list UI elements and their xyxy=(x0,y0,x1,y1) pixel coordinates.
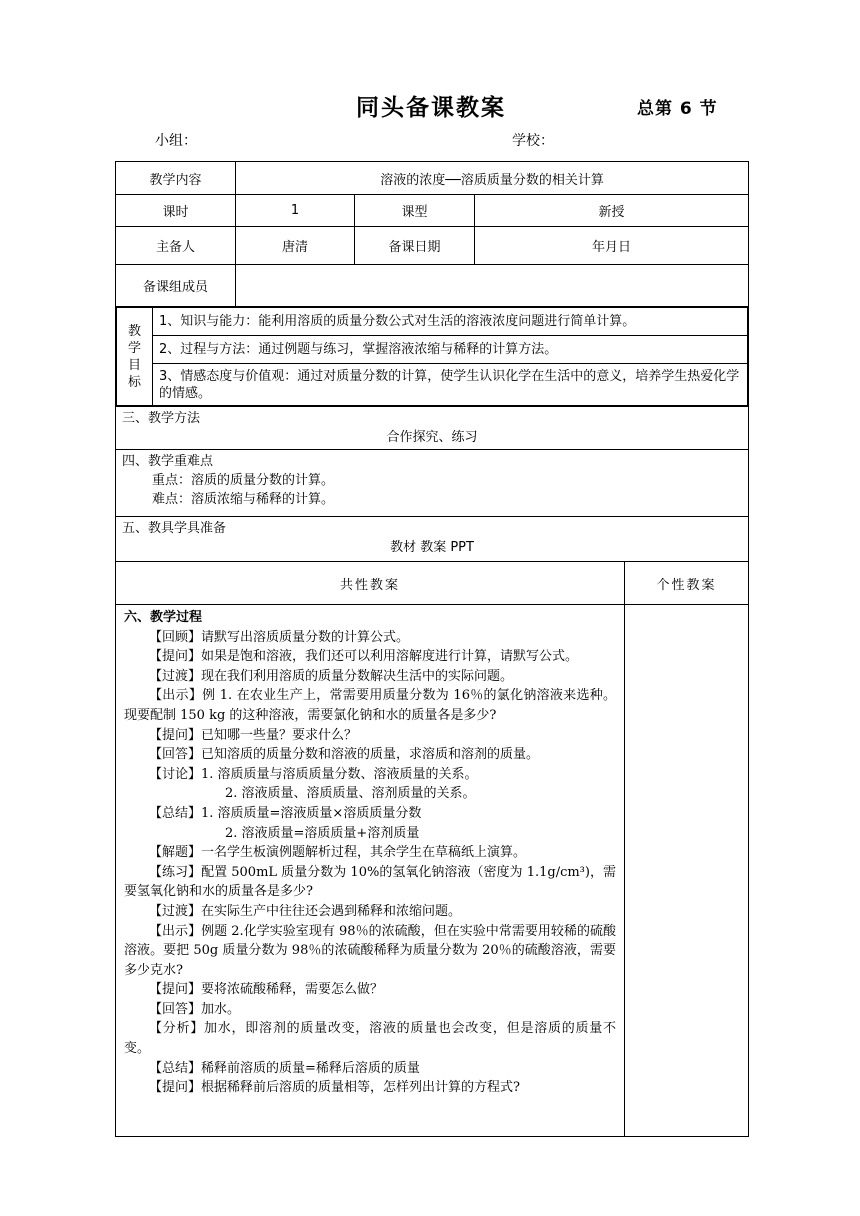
period-label: 课时 xyxy=(116,195,236,227)
difficulty-key: 重点：溶质的质量分数的计算。 xyxy=(152,473,335,488)
teaching-goals xyxy=(116,307,749,407)
personal-plan-header: 个性教案 xyxy=(625,562,749,605)
process-line: 【过渡】在实际生产中往往还会遇到稀释和浓缩问题。 xyxy=(149,903,462,919)
tools-heading: 五、教具学具准备 xyxy=(122,521,227,536)
goal-item: 1、知识与能力：能利用溶质的质量分数公式对生活的溶液浓度问题进行简单计算。 xyxy=(153,308,748,336)
goal-item: 3、情感态度与价值观：通过对质量分数的计算，使学生认识化学在生活中的意义，培养学生热爱化学的情感。 xyxy=(153,364,748,406)
process-line: 【提问】根据稀释前后溶质的质量相等，怎样列出计算的方程式? xyxy=(149,1080,520,1096)
common-plan-header: 共性教案 xyxy=(116,562,625,605)
process-line: 【练习】配置 500mL 质量分数为 10%的氢氧化钠溶液（密度为 1.1g/cm³)，需要氢氧化钠和水的质量各是多少? xyxy=(124,864,616,900)
process-line: 【讨论】1. 溶质质量与溶质质量分数、溶液质量的关系。 xyxy=(149,766,478,782)
personal-plan-cell xyxy=(625,605,749,1137)
members-label: 备课组成员 xyxy=(116,265,236,307)
type-label: 课型 xyxy=(355,195,475,227)
goals-label: 教 学 目 标 xyxy=(117,308,153,406)
process-line: 【总结】1. 溶质质量=溶液质量×溶质质量分数 xyxy=(149,805,422,821)
difficulty-heading: 四、教学重难点 xyxy=(122,454,214,469)
content-label: 教学内容 xyxy=(116,162,236,195)
teaching-process xyxy=(116,605,625,1137)
tools-content: 教材 教案 PPT xyxy=(390,540,474,555)
process-line: 【过渡】现在我们利用溶质的质量分数解决生活中的实际问题。 xyxy=(149,668,514,684)
teaching-difficulty xyxy=(116,450,749,517)
lesson-plan-table xyxy=(115,161,749,1137)
date-label: 备课日期 xyxy=(355,227,475,265)
date-value: 年月日 xyxy=(475,227,749,265)
method-heading: 三、教学方法 xyxy=(122,411,201,426)
process-line: 【回顾】请默写出溶质质量分数的计算公式。 xyxy=(149,629,410,645)
process-line: 【总结】稀释前溶质的质量=稀释后溶质的质量 xyxy=(149,1060,420,1076)
content-value: 溶液的浓度──溶质质量分数的相关计算 xyxy=(236,162,749,195)
period-value: 1 xyxy=(236,195,355,227)
page-title: 同头备课教案 xyxy=(356,95,506,121)
teaching-tools xyxy=(116,517,749,562)
type-value: 新授 xyxy=(475,195,749,227)
teaching-method xyxy=(116,407,749,450)
section-number: 总第 6 节 xyxy=(637,99,718,119)
process-line: 2. 溶液质量=溶质质量+溶剂质量 xyxy=(225,825,420,841)
group-label: 小组： xyxy=(155,133,197,149)
preparer-label: 主备人 xyxy=(116,227,236,265)
process-line: 【提问】如果是饱和溶液，我们还可以利用溶解度进行计算，请默写公式。 xyxy=(149,649,579,665)
method-content: 合作探究、练习 xyxy=(386,430,478,445)
process-line: 【出示】例 1. 在农业生产上，常需要用质量分数为 16％的氯化钠溶液来选种。现要配制 150 kg 的这种溶液，需要氯化钠和水的质量各是多少? xyxy=(124,688,616,723)
process-line: 【提问】已知哪一些量？要求什么？ xyxy=(149,727,358,743)
process-line: 2. 溶液质量、溶质质量、溶剂质量的关系。 xyxy=(225,786,476,802)
process-heading: 六、教学过程 xyxy=(124,610,203,625)
process-line: 【回答】已知溶质的质量分数和溶液的质量，求溶质和溶剂的质量。 xyxy=(149,747,540,763)
process-line: 【解题】一名学生板演例题解析过程，其余学生在草稿纸上演算。 xyxy=(149,845,527,861)
goal-item: 2、过程与方法：通过例题与练习，掌握溶液浓缩与稀释的计算方法。 xyxy=(153,336,748,364)
process-line: 【提问】要将浓硫酸稀释，需要怎么做？ xyxy=(149,982,384,998)
process-line: 【回答】加水。 xyxy=(149,1001,241,1017)
process-line: 【出示】例题 2.化学实验室现有 98％的浓硫酸，但在实验中常需要用较稀的硫酸溶液。要把 50g 质量分数为 98％的浓硫酸稀释为质量分数为 20％的硫酸溶液，需要多少克水? xyxy=(124,923,616,978)
preparer-value: 唐清 xyxy=(236,227,355,265)
school-label: 学校： xyxy=(512,133,554,149)
process-line: 【分析】加水，即溶剂的质量改变，溶液的质量也会改变，但是溶质的质量不变。 xyxy=(124,1021,616,1057)
members-value xyxy=(236,265,749,307)
difficulty-hard: 难点：溶质浓缩与稀释的计算。 xyxy=(152,492,335,507)
